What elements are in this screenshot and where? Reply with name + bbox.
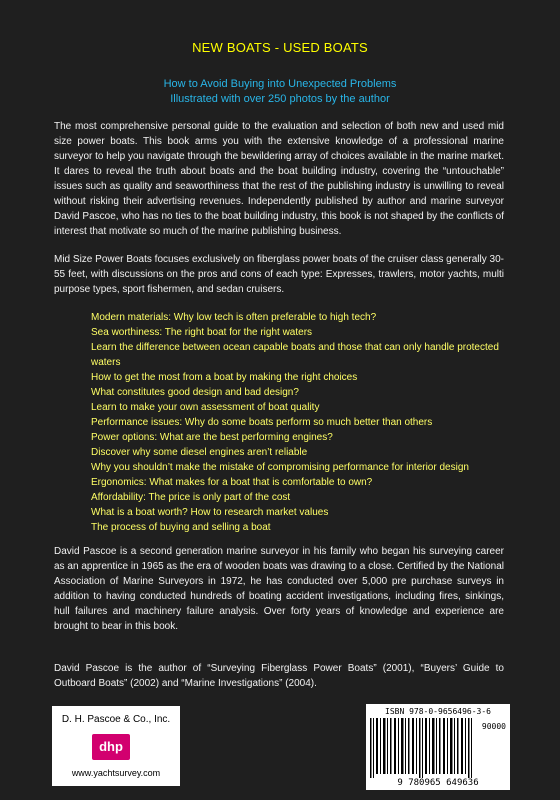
author-paragraph: David Pascoe is a second generation marine surveyor in his family who began his surveying career as an apprentice in 1965 as the era of wooden boats was drawing to a close. Certified by the National Association of Marine Surveyors in 1972, he has conducted over 5,000 pre purchase surveys in addition to having conducted hundreds of boating accident investigations, including fires, sinkings, hull failures and machinery failure analysis. Over forty years of knowledge and experience are brought to bear in this book. bbox=[54, 546, 504, 632]
topic-item: How to get the most from a boat by making the right choices bbox=[91, 372, 358, 383]
topic-item: Affordability: The price is only part of the cost bbox=[91, 492, 291, 503]
scope-paragraph: Mid Size Power Boats focuses exclusively on fiberglass power boats of the cruiser class generally 30-55 feet, with discussions on the pros and cons of each type: Expresses, trawlers, motor yachts, multi purpose types, sport fishermen, and sedan cruisers. bbox=[54, 254, 504, 295]
publisher-url: www.yachtsurvey.com bbox=[71, 768, 161, 778]
book-title: NEW BOATS - USED BOATS bbox=[192, 40, 368, 55]
publisher-logo: dhp bbox=[92, 734, 130, 760]
barcode-icon bbox=[370, 718, 474, 778]
topic-item: Learn the difference between ocean capable boats and those that can only handle protected waters bbox=[91, 342, 499, 368]
isbn-text: ISBN 978-0-9656496-3-6 bbox=[385, 707, 491, 716]
topic-item: What is a boat worth? How to research market values bbox=[91, 507, 329, 518]
barcode-box bbox=[366, 704, 510, 790]
topic-item: Learn to make your own assessment of boat quality bbox=[91, 402, 320, 413]
topic-item: Performance issues: Why do some boats perform so much better than others bbox=[91, 417, 433, 428]
topic-item: Modern materials: Why low tech is often preferable to high tech? bbox=[91, 312, 377, 323]
topic-item: Ergonomics: What makes for a boat that is comfortable to own? bbox=[91, 477, 373, 488]
price-code: 90000 bbox=[481, 722, 506, 731]
publisher-name: D. H. Pascoe & Co., Inc. bbox=[61, 714, 171, 725]
ean-number: 9 780965 649636 bbox=[397, 778, 479, 788]
topic-item: Power options: What are the best performing engines? bbox=[91, 432, 333, 443]
topics-list bbox=[91, 310, 506, 535]
topic-item: What constitutes good design and bad design? bbox=[91, 387, 299, 398]
intro-paragraph: The most comprehensive personal guide to the evaluation and selection of both new and used mid size power boats. This book arms you with the extensive knowledge of a professional marine surveyor to help you navigate through the bewildering array of choices available in the marine market. It dares to reveal the truth about boats and the boat building industry, covering the “untouchable” issues such as quality and seaworthiness that the rest of the publishing industry is unwilling to reveal without risking their advertising revenues. Independently published by author and marine surveyor David Pascoe, who has no ties to the boat building industry, this book is not shaped by the conflicts of interest that motivate so much of the marine publishing business. bbox=[54, 121, 504, 237]
subtitle-block bbox=[0, 77, 560, 107]
subtitle-line-2: Illustrated with over 250 photos by the author bbox=[170, 93, 390, 105]
topic-item: The process of buying and selling a boat bbox=[91, 522, 271, 533]
works-paragraph: David Pascoe is the author of “Surveying Fiberglass Power Boats” (2001), “Buyers’ Guide to Outboard Boats” (2002) and “Marine Investigations” (2004). bbox=[54, 663, 504, 689]
subtitle-line-1: How to Avoid Buying into Unexpected Problems bbox=[163, 78, 397, 90]
publisher-box bbox=[52, 706, 180, 786]
topic-item: Discover why some diesel engines aren’t reliable bbox=[91, 447, 308, 458]
topic-item: Why you shouldn’t make the mistake of compromising performance for interior design bbox=[91, 462, 469, 473]
topic-item: Sea worthiness: The right boat for the right waters bbox=[91, 327, 313, 338]
